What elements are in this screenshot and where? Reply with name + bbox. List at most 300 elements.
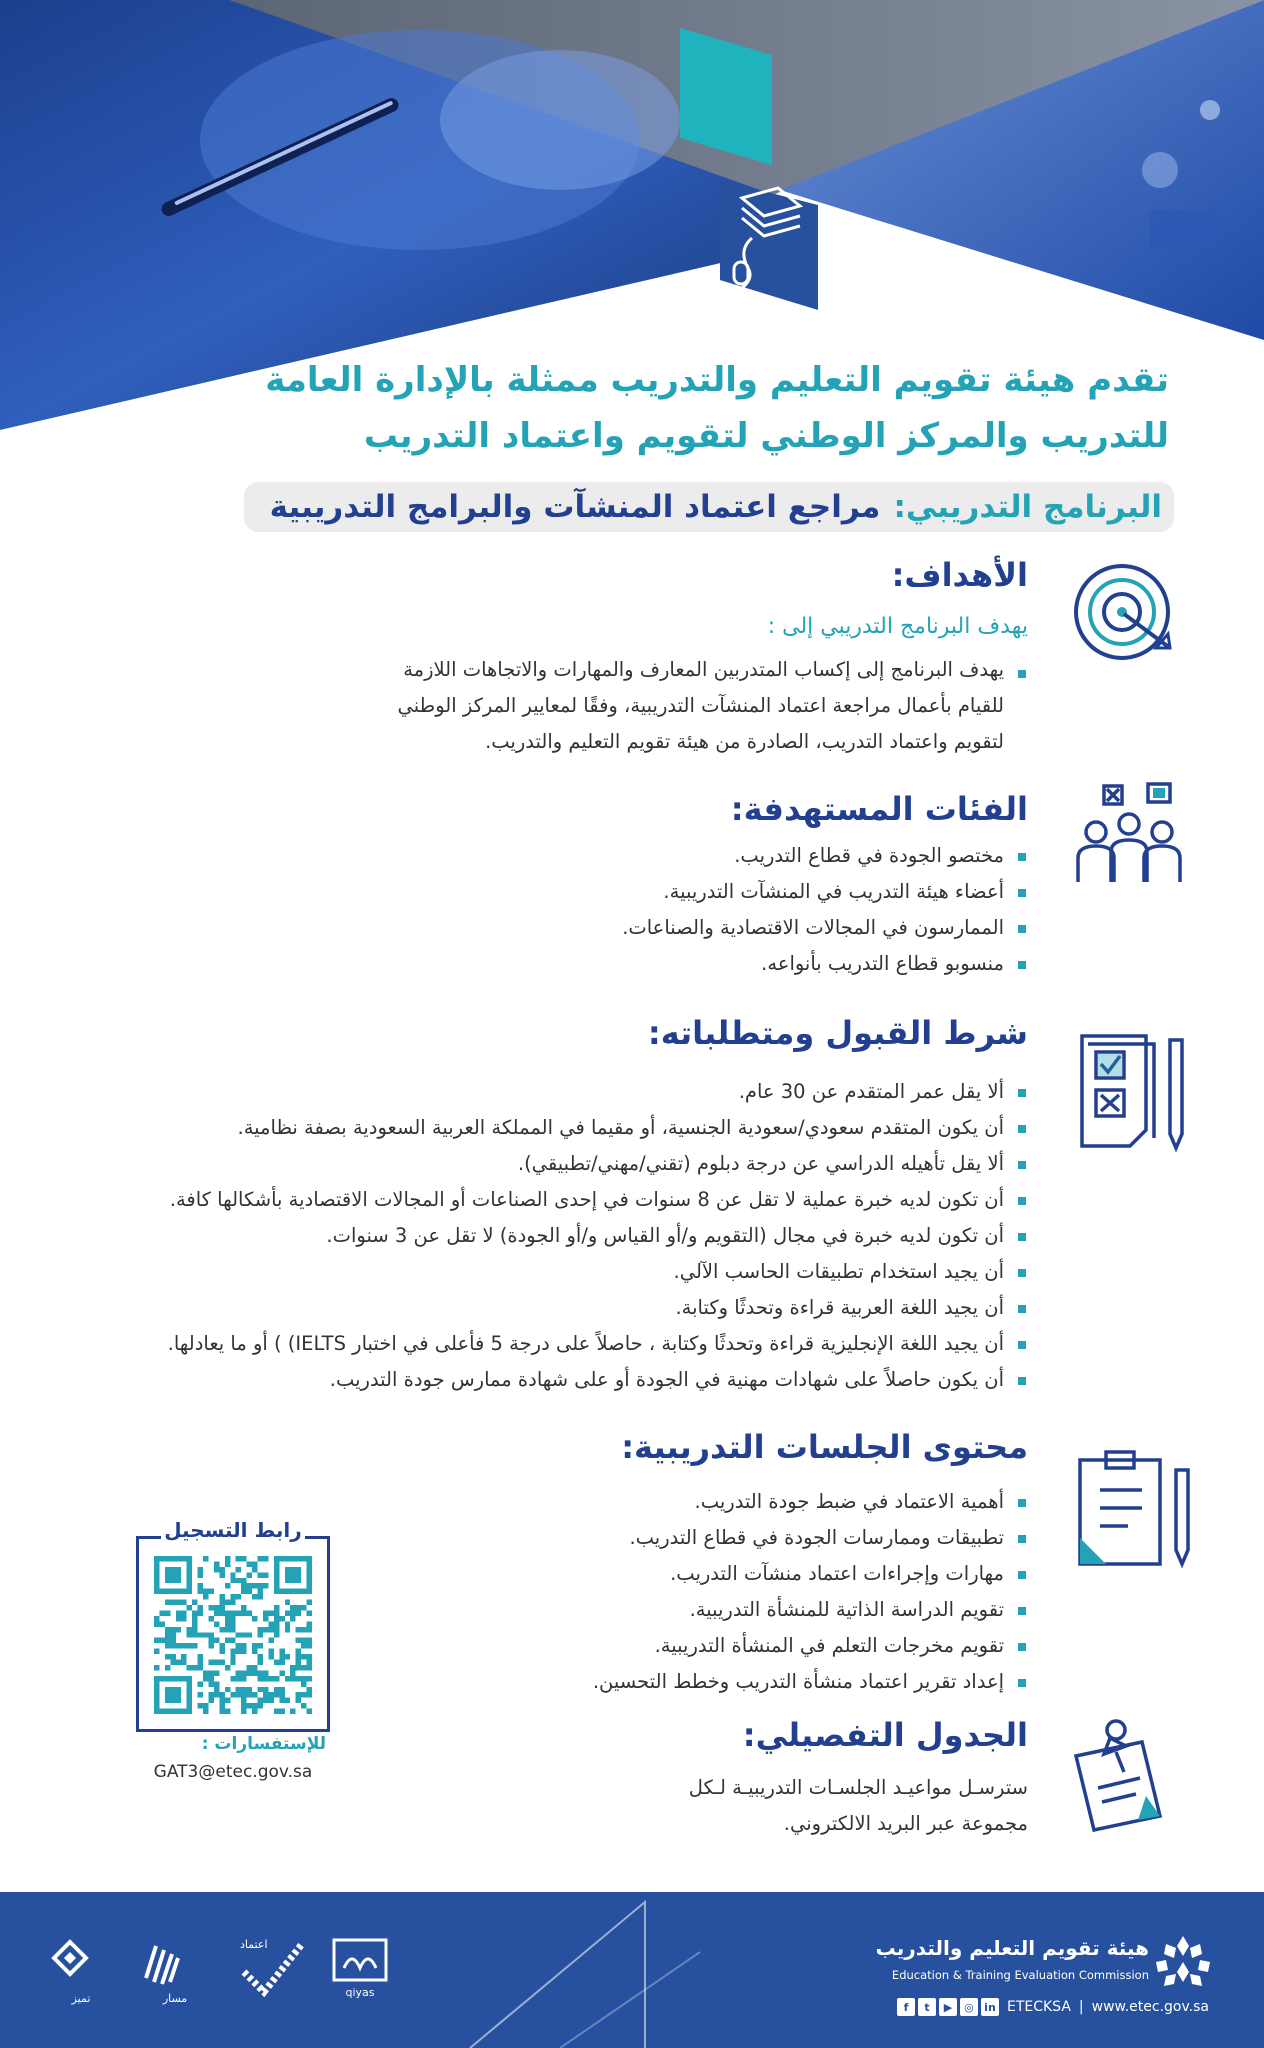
qr-module xyxy=(247,1610,252,1615)
qr-module xyxy=(285,1600,290,1605)
objectives-line-1: يهدف البرنامج إلى إكساب المتدربين المعارف والمهارات والاتجاهات اللازمة xyxy=(403,658,1004,681)
qr-module xyxy=(307,1610,312,1615)
qr-module xyxy=(208,1676,213,1681)
qr-module xyxy=(219,1692,224,1697)
qr-module xyxy=(208,1692,213,1697)
qr-module xyxy=(279,1692,284,1697)
qr-module xyxy=(208,1670,213,1675)
qr-module xyxy=(290,1665,295,1670)
qr-module xyxy=(203,1632,208,1637)
qr-module xyxy=(279,1649,284,1654)
qr-module xyxy=(268,1638,273,1643)
qr-module xyxy=(225,1687,230,1692)
requirements-title: شرط القبول ومتطلباته: xyxy=(647,1014,1028,1052)
qr-module xyxy=(263,1616,268,1621)
etimad-label: اعتماد xyxy=(240,1938,268,1951)
qr-module xyxy=(208,1643,213,1648)
qr-module xyxy=(214,1692,219,1697)
qr-module xyxy=(307,1676,312,1681)
instagram-icon[interactable]: ◎ xyxy=(960,1998,978,2016)
qr-module xyxy=(214,1687,219,1692)
qr-module xyxy=(165,1654,170,1659)
qr-module xyxy=(263,1670,268,1675)
qr-module xyxy=(301,1681,306,1686)
qr-module xyxy=(192,1616,197,1621)
qr-module xyxy=(165,1665,170,1670)
qr-module xyxy=(296,1610,301,1615)
qr-module xyxy=(296,1692,301,1697)
twitter-icon[interactable]: t xyxy=(918,1998,936,2016)
content-title: محتوى الجلسات التدريبية: xyxy=(621,1428,1028,1466)
qr-module xyxy=(225,1610,230,1615)
qr-module xyxy=(301,1676,306,1681)
qr-module xyxy=(274,1692,279,1697)
qr-module xyxy=(241,1649,246,1654)
qr-module xyxy=(219,1643,224,1648)
qr-module xyxy=(198,1605,203,1610)
qr-module xyxy=(301,1703,306,1708)
qr-module xyxy=(258,1556,263,1561)
qr-module xyxy=(263,1556,268,1561)
qr-module xyxy=(198,1660,203,1665)
pinned-note-icon xyxy=(1064,1716,1174,1832)
qr-module xyxy=(258,1698,263,1703)
qr-module xyxy=(301,1638,306,1643)
qr-module xyxy=(247,1687,252,1692)
list-item: مختصو الجودة في قطاع التدريب. xyxy=(622,838,1028,874)
objectives-line-2: للقيام بأعمال مراجعة اعتماد المنشآت التدريبية، وفقًا لمعايير المركز الوطني xyxy=(397,694,1004,717)
qr-module xyxy=(258,1627,263,1632)
qr-module xyxy=(192,1643,197,1648)
qr-module xyxy=(198,1654,203,1659)
intro-line-2: للتدريب والمركز الوطني لتقويم واعتماد التدريب xyxy=(363,416,1169,456)
facebook-icon[interactable]: f xyxy=(897,1998,915,2016)
qr-module xyxy=(241,1632,246,1637)
qr-module xyxy=(290,1605,295,1610)
qr-module xyxy=(274,1605,279,1610)
qr-module xyxy=(176,1616,181,1621)
qr-module xyxy=(307,1600,312,1605)
qr-module xyxy=(219,1605,224,1610)
qr-module xyxy=(290,1670,295,1675)
qr-module xyxy=(241,1643,246,1648)
qr-module xyxy=(208,1589,213,1594)
qr-module xyxy=(170,1600,175,1605)
qr-module xyxy=(170,1627,175,1632)
qiyas-label: qiyas xyxy=(345,1986,375,1999)
qr-module xyxy=(268,1692,273,1697)
qr-module xyxy=(258,1703,263,1708)
qr-module xyxy=(241,1578,246,1583)
objectives-subtitle: يهدف البرنامج التدريبي إلى : xyxy=(767,614,1028,639)
qr-module xyxy=(214,1621,219,1626)
program-title-bar xyxy=(244,482,1174,532)
org-name-arabic: هيئة تقويم التعليم والتدريب xyxy=(875,1936,1149,1960)
qr-module xyxy=(263,1692,268,1697)
qr-module xyxy=(247,1589,252,1594)
list-item: أن تكون لديه خبرة عملية لا تقل عن 8 سنوات في إحدى الصناعات أو المجالات الاقتصادية بأشكالها كافة. xyxy=(168,1182,1028,1218)
qr-module xyxy=(241,1589,246,1594)
qiyas-logo xyxy=(332,1938,388,1999)
tamayuz-logo-icon xyxy=(50,1938,112,1988)
social-handle[interactable]: ETECKSA xyxy=(1006,1999,1071,2015)
qr-module xyxy=(176,1643,181,1648)
qr-module xyxy=(247,1583,252,1588)
qr-module xyxy=(252,1594,257,1599)
qr-module xyxy=(165,1643,170,1648)
qr-module xyxy=(268,1610,273,1615)
qr-module xyxy=(274,1676,279,1681)
qr-module xyxy=(165,1600,170,1605)
requirements-section xyxy=(0,1010,1264,1410)
list-item: أن يكون حاصلاً على شهادات مهنية في الجودة أو على شهادة ممارس جودة التدريب. xyxy=(168,1362,1028,1398)
qr-module xyxy=(290,1709,295,1714)
qr-module xyxy=(290,1610,295,1615)
qr-module xyxy=(203,1589,208,1594)
qr-module xyxy=(230,1649,235,1654)
qr-module xyxy=(263,1583,268,1588)
qr-module xyxy=(279,1670,284,1675)
qr-module xyxy=(296,1676,301,1681)
qr-module xyxy=(252,1567,257,1572)
qr-module xyxy=(258,1660,263,1665)
qr-module xyxy=(252,1561,257,1566)
etimad-logo xyxy=(240,1938,306,2002)
qr-module xyxy=(268,1698,273,1703)
qr-module xyxy=(236,1556,241,1561)
qr-module xyxy=(181,1643,186,1648)
qr-module xyxy=(274,1687,279,1692)
qr-module xyxy=(225,1698,230,1703)
qr-module xyxy=(208,1605,213,1610)
qr-module xyxy=(170,1632,175,1637)
qr-module xyxy=(170,1638,175,1643)
registration-qr-code[interactable] xyxy=(154,1556,312,1714)
qr-module xyxy=(181,1600,186,1605)
registration-qr-block[interactable] xyxy=(136,1518,330,1732)
qr-module xyxy=(247,1703,252,1708)
qr-module xyxy=(296,1649,301,1654)
qr-module xyxy=(198,1703,203,1708)
qr-module xyxy=(241,1610,246,1615)
qr-module xyxy=(203,1670,208,1675)
qr-module xyxy=(192,1632,197,1637)
qr-module xyxy=(307,1627,312,1632)
target-icon xyxy=(1074,556,1184,666)
qr-module xyxy=(170,1654,175,1659)
list-item: أعضاء هيئة التدريب في المنشآت التدريبية. xyxy=(622,874,1028,910)
qr-module xyxy=(285,1627,290,1632)
qr-module xyxy=(307,1638,312,1643)
qr-module xyxy=(285,1610,290,1615)
qr-module xyxy=(154,1649,159,1654)
qr-module xyxy=(192,1610,197,1615)
qr-module xyxy=(252,1616,257,1621)
qr-module xyxy=(252,1583,257,1588)
qr-module xyxy=(225,1583,230,1588)
qr-module xyxy=(241,1676,246,1681)
qr-module xyxy=(176,1660,181,1665)
qr-module xyxy=(230,1572,235,1577)
org-name-english: Education & Training Evaluation Commission xyxy=(891,1968,1149,1982)
qr-module xyxy=(290,1616,295,1621)
qr-module xyxy=(230,1616,235,1621)
qr-module xyxy=(236,1632,241,1637)
qr-module xyxy=(307,1665,312,1670)
qr-module xyxy=(285,1698,290,1703)
qr-module xyxy=(236,1594,241,1599)
qr-module xyxy=(296,1698,301,1703)
qr-module xyxy=(192,1600,197,1605)
qr-module xyxy=(198,1572,203,1577)
qr-module xyxy=(241,1687,246,1692)
qr-module xyxy=(176,1610,181,1615)
qr-module xyxy=(225,1621,230,1626)
qr-module xyxy=(247,1665,252,1670)
list-item: أن يجيد استخدام تطبيقات الحاسب الآلي. xyxy=(168,1254,1028,1290)
inquiries-email-link[interactable]: GAT3@etec.gov.sa xyxy=(153,1762,313,1782)
qr-module xyxy=(274,1616,279,1621)
list-item: أن يجيد اللغة العربية قراءة وتحدثًا وكتابة. xyxy=(168,1290,1028,1326)
program-name: مراجع اعتماد المنشآت والبرامج التدريبية xyxy=(269,489,881,525)
qr-module xyxy=(296,1665,301,1670)
qr-module xyxy=(187,1605,192,1610)
qr-module xyxy=(219,1594,224,1599)
qr-module xyxy=(219,1610,224,1615)
qr-module xyxy=(241,1605,246,1610)
qr-module xyxy=(230,1610,235,1615)
qr-module xyxy=(208,1660,213,1665)
qr-module xyxy=(154,1638,159,1643)
qr-module xyxy=(252,1703,257,1708)
qr-module xyxy=(230,1638,235,1643)
inquiries-label: للإستفسارات : xyxy=(201,1734,326,1754)
qr-module xyxy=(170,1643,175,1648)
qr-module xyxy=(219,1627,224,1632)
masar-logo xyxy=(140,1938,210,2005)
qr-module xyxy=(307,1621,312,1626)
qr-module xyxy=(241,1692,246,1697)
qr-module xyxy=(247,1632,252,1637)
qr-module xyxy=(219,1649,224,1654)
linkedin-icon[interactable]: in xyxy=(981,1998,999,2016)
qr-module xyxy=(225,1627,230,1632)
qr-module xyxy=(187,1665,192,1670)
org-links xyxy=(897,1998,1209,2016)
qr-module xyxy=(252,1665,257,1670)
qr-module xyxy=(236,1643,241,1648)
qr-module xyxy=(208,1681,213,1686)
bullet-marker xyxy=(1018,670,1026,678)
etec-logo-icon xyxy=(1152,1932,1214,1992)
qr-module xyxy=(203,1676,208,1681)
qr-module xyxy=(187,1632,192,1637)
objectives-section xyxy=(0,550,1264,770)
qr-module xyxy=(198,1665,203,1670)
list-item: تقويم الدراسة الذاتية للمنشأة التدريبية. xyxy=(593,1592,1028,1628)
list-item: تطبيقات وممارسات الجودة في قطاع التدريب. xyxy=(593,1520,1028,1556)
list-item: مهارات وإجراءات اعتماد منشآت التدريب. xyxy=(593,1556,1028,1592)
qr-module xyxy=(274,1621,279,1626)
qr-module xyxy=(159,1610,164,1615)
qr-module xyxy=(258,1572,263,1577)
qr-module xyxy=(268,1676,273,1681)
qr-module xyxy=(258,1654,263,1659)
qr-module xyxy=(230,1660,235,1665)
qr-module xyxy=(225,1600,230,1605)
qr-module xyxy=(279,1687,284,1692)
qr-module xyxy=(165,1610,170,1615)
qr-module xyxy=(274,1627,279,1632)
list-item: الممارسون في المجالات الاقتصادية والصناعات. xyxy=(622,910,1028,946)
qr-module xyxy=(203,1709,208,1714)
qr-module xyxy=(225,1638,230,1643)
audience-list xyxy=(622,838,1028,982)
qr-module xyxy=(252,1692,257,1697)
qr-module xyxy=(225,1616,230,1621)
qr-module xyxy=(263,1687,268,1692)
qr-module xyxy=(176,1600,181,1605)
qr-module xyxy=(301,1643,306,1648)
qr-module xyxy=(307,1687,312,1692)
qr-module xyxy=(214,1561,219,1566)
qr-module xyxy=(290,1676,295,1681)
qr-module xyxy=(203,1556,208,1561)
qr-module xyxy=(192,1621,197,1626)
qr-module xyxy=(252,1643,257,1648)
clipboard-pen-icon xyxy=(1072,1450,1194,1570)
qr-module xyxy=(154,1616,159,1621)
qr-module xyxy=(203,1594,208,1599)
qr-module xyxy=(214,1605,219,1610)
qr-module xyxy=(230,1676,235,1681)
qr-module xyxy=(247,1561,252,1566)
qr-module xyxy=(208,1698,213,1703)
requirements-list xyxy=(168,1074,1028,1398)
youtube-icon[interactable]: ▶ xyxy=(939,1998,957,2016)
qr-module xyxy=(247,1692,252,1697)
qr-module xyxy=(279,1709,284,1714)
qr-module xyxy=(285,1676,290,1681)
qr-module xyxy=(165,1638,170,1643)
qr-module xyxy=(208,1632,213,1637)
qr-module xyxy=(230,1594,235,1599)
qr-module xyxy=(170,1660,175,1665)
tamayuz-label: تميز xyxy=(71,1992,91,2005)
schedule-line-1: سترسـل مواعيـد الجلسـات التدريبيـة لـكل xyxy=(688,1776,1028,1799)
qr-module xyxy=(285,1654,290,1659)
qr-module xyxy=(236,1676,241,1681)
qr-module xyxy=(279,1660,284,1665)
qr-module xyxy=(159,1621,164,1626)
qr-module xyxy=(214,1670,219,1675)
list-item: أن يجيد اللغة الإنجليزية قراءة وتحدثًا وكتابة ، حاصلاً على درجة 5 فأعلى في اختبار IELTS) ) أو ما يعادلها. xyxy=(168,1326,1028,1362)
qiyas-logo-icon xyxy=(332,1938,388,1982)
qr-module xyxy=(236,1578,241,1583)
qr-module xyxy=(198,1583,203,1588)
qr-module xyxy=(307,1654,312,1659)
qr-module xyxy=(154,1665,159,1670)
qr-module xyxy=(258,1643,263,1648)
qr-module xyxy=(258,1583,263,1588)
program-label: البرنامج التدريبي: xyxy=(893,489,1162,525)
qr-module xyxy=(219,1698,224,1703)
intro-line-1: تقدم هيئة تقويم التعليم والتدريب ممثلة بالإدارة العامة xyxy=(265,360,1169,400)
qr-module xyxy=(198,1681,203,1686)
qr-module xyxy=(225,1709,230,1714)
intro-heading xyxy=(169,352,1169,464)
qr-module xyxy=(154,1621,159,1626)
qr-module xyxy=(274,1660,279,1665)
list-item: أن يكون المتقدم سعودي/سعودية الجنسية، أو مقيما في المملكة العربية السعودية بصفة نظامية. xyxy=(168,1110,1028,1146)
qr-module xyxy=(236,1670,241,1675)
qr-module xyxy=(192,1627,197,1632)
qr-module xyxy=(252,1649,257,1654)
qr-module xyxy=(247,1670,252,1675)
list-item: ألا يقل تأهيله الدراسي عن درجة دبلوم (تقني/مهني/تطبيقي). xyxy=(168,1146,1028,1182)
qr-module xyxy=(274,1709,279,1714)
qr-module xyxy=(241,1556,246,1561)
qr-module xyxy=(241,1670,246,1675)
qr-module xyxy=(198,1632,203,1637)
objectives-line-3: لتقويم واعتماد التدريب، الصادرة من هيئة تقويم التعليم والتدريب. xyxy=(485,730,1004,753)
qr-module xyxy=(225,1556,230,1561)
qr-module xyxy=(203,1703,208,1708)
qr-module xyxy=(176,1627,181,1632)
list-item: أن تكون لديه خبرة في مجال (التقويم و/أو القياس و/أو الجودة) لا تقل عن 3 سنوات. xyxy=(168,1218,1028,1254)
content-list xyxy=(593,1484,1028,1700)
qr-module xyxy=(187,1627,192,1632)
qr-module xyxy=(219,1703,224,1708)
qr-module xyxy=(230,1621,235,1626)
qr-module xyxy=(236,1567,241,1572)
qr-module xyxy=(219,1567,224,1572)
qr-finder xyxy=(285,1567,301,1583)
qr-module xyxy=(301,1605,306,1610)
masar-logo-icon xyxy=(140,1938,210,1988)
qr-module xyxy=(198,1589,203,1594)
qr-module xyxy=(214,1681,219,1686)
qr-module xyxy=(258,1594,263,1599)
qr-module xyxy=(268,1627,273,1632)
website-link[interactable]: www.etec.gov.sa xyxy=(1091,1999,1209,2015)
qr-module xyxy=(198,1692,203,1697)
qr-module xyxy=(274,1610,279,1615)
qr-module xyxy=(301,1692,306,1697)
qr-module xyxy=(252,1670,257,1675)
qr-module xyxy=(296,1627,301,1632)
qr-module xyxy=(307,1709,312,1714)
qr-module xyxy=(241,1698,246,1703)
qr-module xyxy=(241,1583,246,1588)
qr-module xyxy=(159,1638,164,1643)
qr-module xyxy=(192,1665,197,1670)
qr-module xyxy=(214,1567,219,1572)
social-icons xyxy=(897,1998,999,2016)
team-icon xyxy=(1074,782,1184,892)
qr-module xyxy=(279,1698,284,1703)
qr-module xyxy=(181,1660,186,1665)
qr-module xyxy=(307,1643,312,1648)
qr-module xyxy=(225,1561,230,1566)
qr-module xyxy=(296,1638,301,1643)
qr-module xyxy=(219,1600,224,1605)
qr-module xyxy=(263,1610,268,1615)
qr-module xyxy=(268,1654,273,1659)
qr-module xyxy=(241,1703,246,1708)
qr-module xyxy=(279,1654,284,1659)
list-item: إعداد تقرير اعتماد منشأة التدريب وخطط التحسين. xyxy=(593,1664,1028,1700)
